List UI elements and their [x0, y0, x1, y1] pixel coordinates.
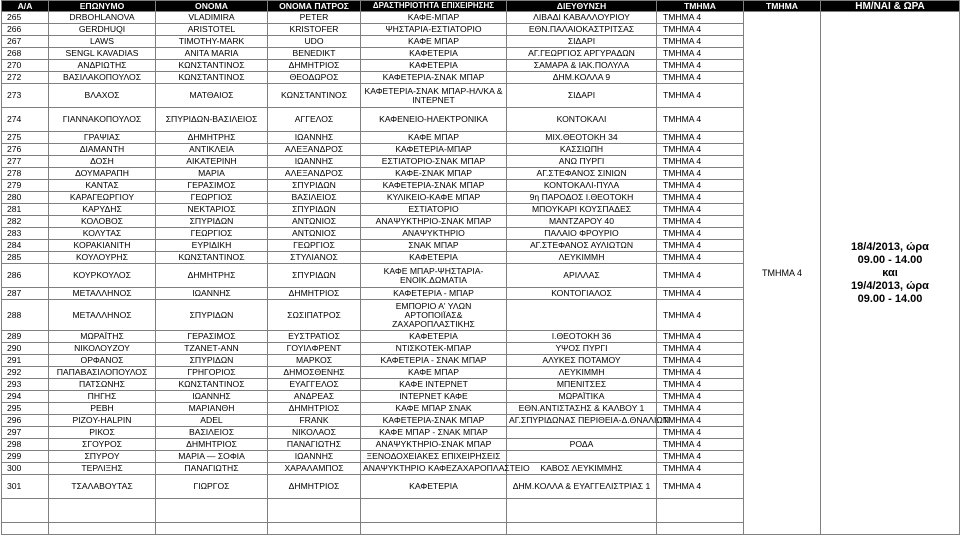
row-activity: ΑΝΑΨΥΚΤΗΡΙΟ-ΣΝΑΚ ΜΠΑΡ: [361, 439, 507, 451]
row-dept: ΤΜΗΜΑ 4: [657, 156, 744, 168]
row-name: ADEL: [156, 415, 268, 427]
row-surname: ΓΡΑΨΙΑΣ: [49, 132, 156, 144]
row-activity: ΚΥΛΙΚΕΙΟ-ΚΑΦΕ ΜΠΑΡ: [361, 192, 507, 204]
row-address: ΛΙΒΑΔΙ ΚΑΒΑΛΛΟΥΡΙΟΥ: [507, 12, 657, 24]
row-father-name: ΣΩΣΙΠΑΤΡΟΣ: [268, 300, 361, 331]
row-name: ΣΠΥΡΙΔΩΝ: [156, 355, 268, 367]
row-number: 283: [2, 228, 49, 240]
row-address: ΕΘΝ.ΠΑΛΑΙΟΚΑΣΤΡΙΤΣΑΣ: [507, 24, 657, 36]
row-surname: ΠΑΠΑΒΑΣΙΛΟΠΟΥΛΟΣ: [49, 367, 156, 379]
row-name: ΣΠΥΡΙΔΩΝ: [156, 300, 268, 331]
row-address: ΡΟΔΑ: [507, 439, 657, 451]
row-surname: LAWS: [49, 36, 156, 48]
activity-line-3: ΖΑΧΑΡΟΠΛΑΣΤΙΚΗΣ: [392, 318, 475, 329]
row-number: 281: [2, 204, 49, 216]
row-surname: ΔΙΑΜΑΝΤΗ: [49, 144, 156, 156]
row-surname: PIZOY-HALPIN: [49, 415, 156, 427]
row-dept: ΤΜΗΜΑ 4: [657, 204, 744, 216]
row-activity: ΑΝΑΨΥΚΤΗΡΙΟ-ΣΝΑΚ ΜΠΑΡ: [361, 216, 507, 228]
row-dept: ΤΜΗΜΑ 4: [657, 48, 744, 60]
row-name: ΓΕΩΡΓΙΟΣ: [156, 192, 268, 204]
row-name: ARISTOTEL: [156, 24, 268, 36]
row-surname: ΣΓΟΥΡΟΣ: [49, 439, 156, 451]
row-name: ANITA MARIA: [156, 48, 268, 60]
row-number: 284: [2, 240, 49, 252]
row-address: ΔΗΜ.ΚΟΛΛΑ 9: [507, 72, 657, 84]
row-surname: ΡΕΒΗ: [49, 403, 156, 415]
row-activity: ΚΑΦΕΤΕΡΙΑ: [361, 60, 507, 72]
row-surname: ΔΟΥΜΑΡΑΠΗ: [49, 168, 156, 180]
row-father-name: [268, 499, 361, 523]
row-name: ΓΕΡΑΣΙΜΟΣ: [156, 331, 268, 343]
row-address: ΜΠΕΝΙΤΣΕΣ: [507, 379, 657, 391]
row-dept: [657, 523, 744, 535]
row-surname: ΠΑΤΣΩΝΗΣ: [49, 379, 156, 391]
header-aa: Α/Α: [2, 1, 49, 12]
row-address: [507, 523, 657, 535]
row-name: ΓΡΗΓΟΡΙΟΣ: [156, 367, 268, 379]
row-father-name: ΣΠΥΡΙΔΩΝ: [268, 264, 361, 288]
activity-line-1: ΕΜΠΟΡΙΟ Α' ΥΛΩΝ: [395, 300, 472, 311]
row-surname: ΠΗΓΗΣ: [49, 391, 156, 403]
row-surname: [49, 499, 156, 523]
row-dept: ΤΜΗΜΑ 4: [657, 331, 744, 343]
row-father-name: ΕΥΑΓΓΕΛΟΣ: [268, 379, 361, 391]
row-father-name: PETER: [268, 12, 361, 24]
row-number: [2, 523, 49, 535]
row-address: ΥΨΟΣ ΠΥΡΓΙ: [507, 343, 657, 355]
row-activity: ΚΑΦΕΤΕΡΙΑ-ΜΠΑΡ: [361, 144, 507, 156]
date-line-2: 09.00 - 14.00: [857, 253, 923, 266]
row-number: 272: [2, 72, 49, 84]
row-father-name: ΔΗΜΗΤΡΙΟΣ: [268, 60, 361, 72]
row-father-name: ΧΑΡΑΛΑΜΠΟΣ: [268, 463, 361, 475]
row-number: 298: [2, 439, 49, 451]
row-number: 265: [2, 12, 49, 24]
row-activity: ΚΑΦΕΤΕΡΙΑ - ΜΠΑΡ: [361, 288, 507, 300]
row-father-name: ΑΛΕΞΑΝΔΡΟΣ: [268, 168, 361, 180]
header-surname: ΕΠΩΝΥΜΟ: [49, 1, 156, 12]
row-dept: ΤΜΗΜΑ 4: [657, 240, 744, 252]
row-address: ΠΑΛΑΙΟ ΦΡΟΥΡΙΟ: [507, 228, 657, 240]
row-number: 270: [2, 60, 49, 72]
row-activity: ΞΕΝΟΔΟΧΕΙΑΚΕΣ ΕΠΙΧΕΙΡΗΣΕΙΣ: [361, 451, 507, 463]
table-row: [2, 12, 960, 24]
business-list-table: [1, 0, 960, 535]
row-name: ΝΕΚΤΑΡΙΟΣ: [156, 204, 268, 216]
row-name: ΜΑΡΙΑ: [156, 168, 268, 180]
row-father-name: ΔΗΜΟΣΘΕΝΗΣ: [268, 367, 361, 379]
row-activity: ΑΝΑΨΥΚΤΗΡΙΟ: [361, 228, 507, 240]
row-number: 276: [2, 144, 49, 156]
row-surname: ΚΟΥΛΟΥΡΗΣ: [49, 252, 156, 264]
row-activity: ΚΑΦΕ ΜΠΑΡ-ΨΗΣΤΑΡΙΑ-ΕΝΟΙΚ.ΔΩΜΑΤΙΑ: [361, 264, 507, 288]
row-address: [507, 451, 657, 463]
row-address: ΜΩΡΑΪΤΙΚΑ: [507, 391, 657, 403]
row-number: 297: [2, 427, 49, 439]
row-dept: ΤΜΗΜΑ 4: [657, 439, 744, 451]
row-number: 273: [2, 84, 49, 108]
row-number: 294: [2, 391, 49, 403]
row-name: ΔΗΜΗΤΡΗΣ: [156, 132, 268, 144]
row-father-name: ΔΗΜΗΤΡΙΟΣ: [268, 403, 361, 415]
row-activity: ΕΣΤΙΑΤΟΡΙΟ: [361, 204, 507, 216]
row-father-name: ΑΝΤΩΝΙΟΣ: [268, 216, 361, 228]
row-activity: ΚΑΦΕΤΕΡΙΑ: [361, 475, 507, 499]
date-line-3: και: [882, 266, 898, 279]
header-dept: ΤΜΗΜΑ: [657, 1, 744, 12]
row-activity: ΚΑΦΕΝΕΙΟ-ΗΛΕΚΤΡΟΝΙΚΑ: [361, 108, 507, 132]
row-activity: ΚΑΦΕΤΕΡΙΑ-ΣΝΑΚ ΜΠΑΡ: [361, 72, 507, 84]
row-surname: ΝΙΚΟΛΟΥΖΟΥ: [49, 343, 156, 355]
row-number: 267: [2, 36, 49, 48]
row-address: ΑΛΥΚΕΣ ΠΟΤΑΜΟΥ: [507, 355, 657, 367]
row-surname: ΚΑΡΑΓΕΩΡΓΙΟΥ: [49, 192, 156, 204]
row-father-name: ΙΩΑΝΝΗΣ: [268, 451, 361, 463]
row-address: ΚΟΝΤΟΓΙΑΛΟΣ: [507, 288, 657, 300]
row-address: ΑΓ.ΣΤΕΦΑΝΟΣ ΑΥΛΙΩΤΩΝ: [507, 240, 657, 252]
row-father-name: ΣΠΥΡΙΔΩΝ: [268, 204, 361, 216]
row-father-name: [268, 523, 361, 535]
row-dept: ΤΜΗΜΑ 4: [657, 391, 744, 403]
row-number: 287: [2, 288, 49, 300]
row-name: ΓΕΩΡΓΙΟΣ: [156, 228, 268, 240]
row-name: ΑΝΤΙΚΛΕΙΑ: [156, 144, 268, 156]
header-father-name: ΟΝΟΜΑ ΠΑΤΡΟΣ: [268, 1, 361, 12]
row-activity: ΚΑΦΕ ΜΠΑΡ: [361, 367, 507, 379]
row-dept: ΤΜΗΜΑ 4: [657, 300, 744, 331]
row-name: ΣΠΥΡΙΔΩΝ-ΒΑΣΙΛΕΙΟΣ: [156, 108, 268, 132]
row-activity: ΚΑΦΕΤΕΡΙΑ: [361, 252, 507, 264]
row-address: ΜΠΟΥΚΑΡΙ ΚΟΥΣΠΑΔΕΣ: [507, 204, 657, 216]
row-address: ΜΑΝΤΖΑΡΟΥ 40: [507, 216, 657, 228]
row-surname: ΒΑΣΙΛΑΚΟΠΟΥΛΟΣ: [49, 72, 156, 84]
row-dept: ΤΜΗΜΑ 4: [657, 288, 744, 300]
row-dept: ΤΜΗΜΑ 4: [657, 216, 744, 228]
row-address: [507, 499, 657, 523]
row-activity: ΚΑΦΕ ΙΝΤΕΡΝΕΤ: [361, 379, 507, 391]
row-activity: ΝΤΙΣΚΟΤΕΚ-ΜΠΑΡ: [361, 343, 507, 355]
row-activity: [361, 523, 507, 535]
row-name: ΓΙΩΡΓΟΣ: [156, 475, 268, 499]
row-name: ΙΩΑΝΝΗΣ: [156, 391, 268, 403]
row-address: ΚΟΝΤΟΚΑΛΙ-ΠΥΛΑ: [507, 180, 657, 192]
row-father-name: ΚΩΝΣΤΑΝΤΙΝΟΣ: [268, 84, 361, 108]
row-address: ΛΕΥΚΙΜΜΗ: [507, 367, 657, 379]
date-line-5: 09.00 - 14.00: [857, 292, 923, 305]
row-dept: ΤΜΗΜΑ 4: [657, 168, 744, 180]
row-surname: ΤΣΑΛΑΒΟΥΤΑΣ: [49, 475, 156, 499]
row-surname: ΟΡΦΑΝΟΣ: [49, 355, 156, 367]
row-number: 288: [2, 300, 49, 331]
merged-date-time: [821, 12, 960, 535]
row-dept: ΤΜΗΜΑ 4: [657, 36, 744, 48]
row-name: ΙΩΑΝΝΗΣ: [156, 288, 268, 300]
row-surname: DRBOHLANOVA: [49, 12, 156, 24]
row-number: 275: [2, 132, 49, 144]
row-address: ΑΓ.ΣΠΥΡΙΔΩΝΑΣ ΠΕΡΙΘΕΙΑ-Δ.ΘΝΑΛΙΩΝ: [507, 415, 657, 427]
row-dept: ΤΜΗΜΑ 4: [657, 252, 744, 264]
row-surname: ΒΛΑΧΟΣ: [49, 84, 156, 108]
row-number: 286: [2, 264, 49, 288]
row-father-name: ΘΕΟΔΩΡΟΣ: [268, 72, 361, 84]
row-dept: ΤΜΗΜΑ 4: [657, 427, 744, 439]
row-dept: ΤΜΗΜΑ 4: [657, 403, 744, 415]
row-number: 266: [2, 24, 49, 36]
row-dept: [657, 499, 744, 523]
row-surname: ΚΑΝΤΑΣ: [49, 180, 156, 192]
row-father-name: FRANK: [268, 415, 361, 427]
row-dept: ΤΜΗΜΑ 4: [657, 192, 744, 204]
row-surname: ΤΕΡΛΙΞΗΣ: [49, 463, 156, 475]
row-name: ΕΥΡΙΔΙΚΗ: [156, 240, 268, 252]
row-number: 295: [2, 403, 49, 415]
row-surname: ΜΩΡΑΪΤΗΣ: [49, 331, 156, 343]
row-dept: ΤΜΗΜΑ 4: [657, 144, 744, 156]
row-activity: ΕΣΤΙΑΤΟΡΙΟ-ΣΝΑΚ ΜΠΑΡ: [361, 156, 507, 168]
row-activity: ΣΝΑΚ ΜΠΑΡ: [361, 240, 507, 252]
header-name: ΟΝΟΜΑ: [156, 1, 268, 12]
row-number: 289: [2, 331, 49, 343]
row-father-name: ΕΥΣΤΡΑΤΙΟΣ: [268, 331, 361, 343]
row-activity: [361, 499, 507, 523]
row-name: ΚΩΝΣΤΑΝΤΙΝΟΣ: [156, 252, 268, 264]
row-father-name: ΑΛΕΞΑΝΔΡΟΣ: [268, 144, 361, 156]
row-surname: ΚΟΛΟΒΟΣ: [49, 216, 156, 228]
row-activity: ΚΑΦΕ-ΣΝΑΚ ΜΠΑΡ: [361, 168, 507, 180]
row-address: [507, 427, 657, 439]
row-number: 274: [2, 108, 49, 132]
row-dept: ΤΜΗΜΑ 4: [657, 228, 744, 240]
row-name: ΜΑΡΙΑΝΘΗ: [156, 403, 268, 415]
row-father-name: ΑΝΔΡΕΑΣ: [268, 391, 361, 403]
row-surname: ΑΝΔΡΙΩΤΗΣ: [49, 60, 156, 72]
row-name: TIMOTHY-MARK: [156, 36, 268, 48]
row-father-name: ΙΩΑΝΝΗΣ: [268, 156, 361, 168]
row-dept: ΤΜΗΜΑ 4: [657, 451, 744, 463]
row-number: 291: [2, 355, 49, 367]
row-address: ΚΟΝΤΟΚΑΛΙ: [507, 108, 657, 132]
row-name: [156, 499, 268, 523]
row-dept: ΤΜΗΜΑ 4: [657, 367, 744, 379]
row-dept: ΤΜΗΜΑ 4: [657, 72, 744, 84]
row-father-name: ΓΕΩΡΓΙΟΣ: [268, 240, 361, 252]
row-number: 285: [2, 252, 49, 264]
row-activity: ΚΑΦΕΤΕΡΙΑ-ΣΝΑΚ ΜΠΑΡ: [361, 180, 507, 192]
row-address: Ι.ΘΕΟΤΟΚΗ 36: [507, 331, 657, 343]
row-address: ΛΕΥΚΙΜΜΗ: [507, 252, 657, 264]
row-address: [507, 300, 657, 331]
row-activity: ΚΑΦΕΤΕΡΙΑ-ΣΝΑΚ ΜΠΑΡ-ΗΛ/ΚΑ & ΙΝΤΕΡΝΕΤ: [361, 84, 507, 108]
row-dept: ΤΜΗΜΑ 4: [657, 343, 744, 355]
row-name: VLADIMIRA: [156, 12, 268, 24]
row-surname: ΜΕΤΑΛΛΗΝΟΣ: [49, 300, 156, 331]
header-date-time: ΗΜ/ΝΑΙ & ΩΡΑ: [821, 1, 960, 12]
row-surname: ΡΙΚΟΣ: [49, 427, 156, 439]
row-surname: ΚΟΡΑΚΙΑΝΙΤΗ: [49, 240, 156, 252]
row-number: 279: [2, 180, 49, 192]
row-father-name: ΣΤΥΛΙΑΝΟΣ: [268, 252, 361, 264]
row-father-name: ΓΟΥΙΛΦΡΕΝΤ: [268, 343, 361, 355]
date-line-4: 19/4/2013, ώρα: [851, 279, 929, 292]
row-surname: ΜΕΤΑΛΛΗΝΟΣ: [49, 288, 156, 300]
row-father-name: ΑΓΓΕΛΟΣ: [268, 108, 361, 132]
row-address: ΑΓ.ΣΤΕΦΑΝΟΣ ΣΙΝΙΩΝ: [507, 168, 657, 180]
row-activity: ΑΝΑΨΥΚΤΗΡΙΟ ΚΑΦΕΖΑΧΑΡΟΠΛΑΣΤΕΙΟ: [361, 463, 507, 475]
merged-dept: ΤΜΗΜΑ 4: [744, 12, 821, 535]
row-address: 9η ΠΑΡΟΔΟΣ Ι.ΘΕΟΤΟΚΗ: [507, 192, 657, 204]
row-dept: ΤΜΗΜΑ 4: [657, 264, 744, 288]
row-name: ΤΖΑΝΕΤ-ΑΝΝ: [156, 343, 268, 355]
row-dept: ΤΜΗΜΑ 4: [657, 415, 744, 427]
row-surname: ΓΙΑΝΝΑΚΟΠΟΥΛΟΣ: [49, 108, 156, 132]
row-address: ΣΙΔΑΡΙ: [507, 36, 657, 48]
row-father-name: ΙΩΑΝΝΗΣ: [268, 132, 361, 144]
row-address: ΚΑΣΣΙΩΠΗ: [507, 144, 657, 156]
row-activity: ΚΑΦΕ ΜΠΑΡ: [361, 36, 507, 48]
row-name: ΣΠΥΡΙΔΩΝ: [156, 216, 268, 228]
row-dept: ΤΜΗΜΑ 4: [657, 379, 744, 391]
row-dept: ΤΜΗΜΑ 4: [657, 12, 744, 24]
row-number: 300: [2, 463, 49, 475]
row-dept: ΤΜΗΜΑ 4: [657, 475, 744, 499]
row-name: ΜΑΤΘΑΙΟΣ: [156, 84, 268, 108]
row-activity: ΚΑΦΕ ΜΠΑΡ ΣΝΑΚ: [361, 403, 507, 415]
row-number: 299: [2, 451, 49, 463]
row-number: 280: [2, 192, 49, 204]
row-father-name: ΔΗΜΗΤΡΙΟΣ: [268, 288, 361, 300]
row-surname: ΚΑΡΥΔΗΣ: [49, 204, 156, 216]
row-number: 293: [2, 379, 49, 391]
row-father-name: ΔΗΜΗΤΡΙΟΣ: [268, 475, 361, 499]
row-name: ΚΩΝΣΤΑΝΤΙΝΟΣ: [156, 60, 268, 72]
row-address: ΣΙΔΑΡΙ: [507, 84, 657, 108]
row-activity: ΨΗΣΤΑΡΙΑ-ΕΣΤΙΑΤΟΡΙΟ: [361, 24, 507, 36]
row-dept: ΤΜΗΜΑ 4: [657, 108, 744, 132]
row-father-name: ΝΙΚΟΛΑΟΣ: [268, 427, 361, 439]
row-activity: ΙΝΤΕΡΝΕΤ ΚΑΦΕ: [361, 391, 507, 403]
row-number: 282: [2, 216, 49, 228]
row-address: ΑΡΙΛΛΑΣ: [507, 264, 657, 288]
row-father-name: ΜΑΡΚΟΣ: [268, 355, 361, 367]
row-surname: ΚΟΛΥΤΑΣ: [49, 228, 156, 240]
row-father-name: ΣΠΥΡΙΔΩΝ: [268, 180, 361, 192]
row-activity: ΚΑΦΕ-ΜΠΑΡ: [361, 12, 507, 24]
row-dept: ΤΜΗΜΑ 4: [657, 463, 744, 475]
row-address: ΜΙΧ.ΘΕΟΤΟΚΗ 34: [507, 132, 657, 144]
header-dept-2: ΤΜΗΜΑ: [744, 1, 821, 12]
row-dept: ΤΜΗΜΑ 4: [657, 132, 744, 144]
row-activity: [361, 300, 507, 331]
row-surname: [49, 523, 156, 535]
row-activity: ΚΑΦΕΤΕΡΙΑ-ΣΝΑΚ ΜΠΑΡ: [361, 415, 507, 427]
row-address: ΕΘΝ.ΑΝΤΙΣΤΑΣΗΣ & ΚΑΛΒΟΥ 1: [507, 403, 657, 415]
row-name: ΔΗΜΗΤΡΗΣ: [156, 264, 268, 288]
row-father-name: ΒΑΣΙΛΕΙΟΣ: [268, 192, 361, 204]
row-dept: ΤΜΗΜΑ 4: [657, 60, 744, 72]
row-surname: GERDHUQI: [49, 24, 156, 36]
row-address: ΑΝΩ ΠΥΡΓΙ: [507, 156, 657, 168]
row-dept: ΤΜΗΜΑ 4: [657, 24, 744, 36]
row-surname: ΣΠΥΡΟΥ: [49, 451, 156, 463]
row-number: 292: [2, 367, 49, 379]
row-activity: ΚΑΦΕΤΕΡΙΑ: [361, 48, 507, 60]
row-number: 290: [2, 343, 49, 355]
row-activity: ΚΑΦΕ ΜΠΑΡ: [361, 132, 507, 144]
row-name: ΚΩΝΣΤΑΝΤΙΝΟΣ: [156, 379, 268, 391]
activity-line-2: ΑΡΤΟΠΟΙΪΑΣ&: [404, 309, 463, 320]
row-number: 278: [2, 168, 49, 180]
row-activity: ΚΑΦΕΤΕΡΙΑ: [361, 331, 507, 343]
row-dept: ΤΜΗΜΑ 4: [657, 180, 744, 192]
header-activity: ΔΡΑΣΤΗΡΙΟΤΗΤΑ ΕΠΙΧΕΙΡΗΣΗΣ: [361, 1, 507, 12]
row-name: ΔΗΜΗΤΡΙΟΣ: [156, 439, 268, 451]
date-line-1: 18/4/2013, ώρα: [851, 240, 929, 253]
row-surname: ΚΟΥΡΚΟΥΛΟΣ: [49, 264, 156, 288]
row-address: ΚΑΒΟΣ ΛΕΥΚΙΜΜΗΣ: [507, 463, 657, 475]
row-number: [2, 499, 49, 523]
row-activity: ΚΑΦΕ ΜΠΑΡ - ΣΝΑΚ ΜΠΑΡ: [361, 427, 507, 439]
row-father-name: ΠΑΝΑΓΙΩΤΗΣ: [268, 439, 361, 451]
row-surname: SENGL KAVADIAS: [49, 48, 156, 60]
row-name: [156, 523, 268, 535]
row-father-name: BENEDIKT: [268, 48, 361, 60]
row-name: ΒΑΣΙΛΕΙΟΣ: [156, 427, 268, 439]
row-father-name: UDO: [268, 36, 361, 48]
row-name: ΠΑΝΑΓΙΩΤΗΣ: [156, 463, 268, 475]
row-address: ΔΗΜ.ΚΟΛΛΑ & ΕΥΑΓΓΕΛΙΣΤΡΙΑΣ 1: [507, 475, 657, 499]
row-address: ΑΓ.ΓΕΩΡΓΙΟΣ ΑΡΓΥΡΑΔΩΝ: [507, 48, 657, 60]
row-father-name: KRISTOFER: [268, 24, 361, 36]
row-address: ΣΑΜΑΡΑ & ΙΑΚ.ΠΟΛΥΛΑ: [507, 60, 657, 72]
row-father-name: ΑΝΤΩΝΙΟΣ: [268, 228, 361, 240]
row-number: 277: [2, 156, 49, 168]
row-name: ΑΙΚΑΤΕΡΙΝΗ: [156, 156, 268, 168]
row-surname: ΔΟΣΗ: [49, 156, 156, 168]
row-number: 296: [2, 415, 49, 427]
row-dept: ΤΜΗΜΑ 4: [657, 355, 744, 367]
row-number: 268: [2, 48, 49, 60]
row-number: 301: [2, 475, 49, 499]
row-name: ΓΕΡΑΣΙΜΟΣ: [156, 180, 268, 192]
row-activity: ΚΑΦΕΤΕΡΙΑ - ΣΝΑΚ ΜΠΑΡ: [361, 355, 507, 367]
header-address: ΔΙΕΥΘΥΝΣΗ: [507, 1, 657, 12]
row-name: ΚΩΝΣΤΑΝΤΙΝΟΣ: [156, 72, 268, 84]
row-dept: ΤΜΗΜΑ 4: [657, 84, 744, 108]
row-name: ΜΑΡΙΑ — ΣΟΦΙΑ: [156, 451, 268, 463]
